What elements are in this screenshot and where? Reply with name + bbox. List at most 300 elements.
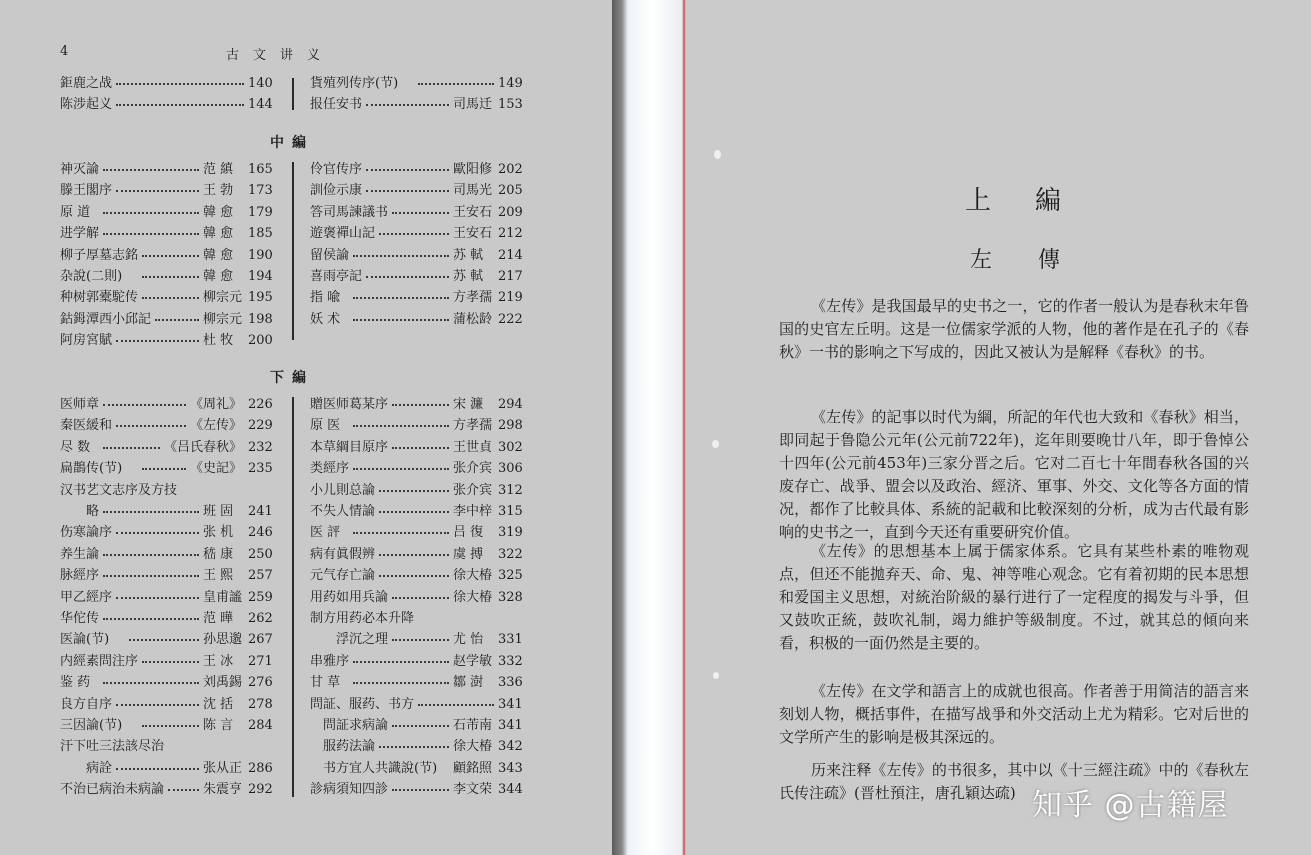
toc-entry-author: 刘禹錫 <box>203 675 243 691</box>
toc-entry-title: 不失人情論 <box>310 504 376 519</box>
toc-entry <box>60 331 274 351</box>
toc-entry-page: 217 <box>498 269 523 284</box>
toc-entry-author: 班 固 <box>203 504 234 519</box>
toc-entry-title: 脉經序 <box>60 568 100 584</box>
toc-entry-title: 鉅鹿之战 <box>60 76 113 91</box>
volume-title: 上編 <box>965 186 1106 216</box>
toc-entry-author: 宋 濂 <box>453 397 484 412</box>
toc-entry-page: 214 <box>498 247 523 263</box>
toc-entry-title: 元气存亡論 <box>310 568 376 584</box>
toc-entry-author: 王 熙 <box>203 568 234 584</box>
toc-entry-author: 赵学敏 <box>453 653 493 669</box>
section-heading-mid: 中編 <box>270 135 314 151</box>
toc-entry-title: 汗下吐三法該尽治 <box>60 739 165 755</box>
toc-entry-title: 妖 术 <box>310 311 341 327</box>
toc-entry-page: 179 <box>248 204 273 220</box>
toc-entry-page: 219 <box>498 290 523 306</box>
toc-leader-dots <box>116 597 199 599</box>
toc-entry-title: 服药法論 <box>310 739 376 755</box>
toc-leader-dots <box>353 255 449 257</box>
toc-entry-title: 华佗传 <box>60 611 100 626</box>
toc-entry-author: 王安石 <box>453 226 493 242</box>
toc-entry-page: 165 <box>248 162 273 177</box>
toc-entry <box>60 566 274 586</box>
toc-leader-dots <box>366 169 449 171</box>
toc-entry-title: 扁鵲传(节) <box>60 461 123 477</box>
toc-entry <box>60 160 274 180</box>
toc-entry <box>60 737 274 757</box>
toc-leader-dots <box>379 233 449 235</box>
toc-entry-title: 串雅序 <box>310 653 350 669</box>
toc-entry-page: 286 <box>248 760 273 776</box>
toc-entry-page: 202 <box>498 162 523 177</box>
toc-leader-dots <box>353 532 449 534</box>
toc-entry-page: 336 <box>498 675 523 691</box>
toc-leader-dots <box>155 319 199 321</box>
toc-entry-author: 吕 復 <box>453 525 484 541</box>
toc-entry-author: 司馬迁 <box>453 97 493 113</box>
toc-entry-author: 徐大椿 <box>453 568 493 584</box>
toc-leader-dots <box>103 575 199 577</box>
toc-entry <box>60 224 274 244</box>
column-divider-top <box>292 78 294 110</box>
toc-entry-page: 315 <box>498 504 523 519</box>
toc-entry-page: 342 <box>498 739 523 755</box>
toc-entry-page: 332 <box>498 653 523 669</box>
toc-leader-dots <box>392 639 449 641</box>
toc-entry-author: 王 冰 <box>203 653 234 669</box>
toc-entry-page: 322 <box>498 546 523 562</box>
toc-entry <box>60 695 274 715</box>
toc-entry-title: 报任安书 <box>310 97 363 113</box>
toc-entry-author: 苏 軾 <box>453 269 484 284</box>
toc-entry <box>60 416 274 436</box>
toc-entry-page: 250 <box>248 546 273 562</box>
toc-leader-dots <box>116 340 199 342</box>
chapter-title: 左傳 <box>970 248 1107 273</box>
toc-leader-dots <box>353 319 449 321</box>
toc-entry-author: 张从正 <box>203 760 243 776</box>
paragraph-2: 《左传》的記事以时代为綱，所記的年代也大致和《春秋》相当，即同起于鲁隐公元年(公元前722年)，迄年則要晚廿八年，即于鲁悼公十四年(公元前453年)三家分晋之后。它对二百七十年間春秋各国的兴废存亡、战爭、盟会以及政治、經济、軍事、外交、文化等各方面的情况，都作了比較具体、系統的記載和比較深刻的分析，成为古代最有影响的史书之一，直到今天还有重要研究价值。 <box>779 408 1249 541</box>
toc-entry <box>310 288 524 308</box>
toc-entry-author: 柳宗元 <box>203 311 243 327</box>
toc-entry-title: 类經序 <box>310 461 350 477</box>
toc-leader-dots <box>129 639 199 641</box>
toc-entry-author: 孙思邈 <box>203 632 243 648</box>
toc-entry-author: 方孝孺 <box>453 418 493 434</box>
toc-entry-page: 341 <box>498 718 523 733</box>
toc-entry-title: 病有眞假辨 <box>310 546 376 562</box>
toc-entry-author: 张 机 <box>203 525 234 541</box>
toc-entry-title: 秦医緩和 <box>60 418 113 434</box>
running-title: 古文讲义 <box>226 48 335 63</box>
toc-entry-author: 苏 軾 <box>453 247 484 263</box>
toc-leader-dots <box>379 746 449 748</box>
toc-entry-page: 194 <box>248 269 273 284</box>
toc-entry-author: 张介宾 <box>453 461 493 477</box>
toc-entry-page: 200 <box>248 333 273 349</box>
toc-entry-title: 訓俭示康 <box>310 183 363 199</box>
toc-entry-title: 本草綱目原序 <box>310 439 389 455</box>
toc-entry-author: 韓 愈 <box>203 247 234 263</box>
toc-entry-page: 190 <box>248 247 273 263</box>
toc-leader-dots <box>103 169 199 171</box>
toc-entry-page: 259 <box>248 589 273 605</box>
toc-entry <box>310 395 524 415</box>
toc-entry-title: 书方宜人共識說(节) <box>310 760 438 776</box>
toc-leader-dots <box>142 468 186 470</box>
toc-leader-dots <box>353 661 449 663</box>
toc-entry-title: 医 評 <box>310 525 341 541</box>
toc-leader-dots <box>418 83 494 85</box>
toc-entry-page: 306 <box>498 461 523 477</box>
toc-entry-title: 尽 数 <box>60 439 91 455</box>
toc-entry-title: 内經素問注序 <box>60 653 139 669</box>
toc-leader-dots <box>116 104 244 106</box>
toc-entry-title: 贈医师葛某序 <box>310 397 389 412</box>
toc-leader-dots <box>418 704 494 706</box>
toc-leader-dots <box>366 190 449 192</box>
toc-entry <box>310 181 524 201</box>
toc-entry <box>60 459 274 479</box>
toc-leader-dots <box>103 682 199 684</box>
toc-entry <box>60 652 274 672</box>
toc-entry-page: 278 <box>248 696 273 712</box>
toc-entry <box>310 95 524 115</box>
toc-entry-author: 《周礼》 <box>190 397 243 412</box>
toc-entry-author: 范 縝 <box>203 162 234 177</box>
toc-entry <box>60 438 274 458</box>
toc-leader-dots <box>103 233 199 235</box>
toc-leader-dots <box>103 511 199 513</box>
toc-entry <box>310 545 524 565</box>
toc-leader-dots <box>353 297 449 299</box>
toc-entry <box>310 416 524 436</box>
toc-entry <box>60 481 274 501</box>
toc-entry-author: 方孝孺 <box>453 290 493 306</box>
toc-entry-title: 养生論 <box>60 546 100 562</box>
toc-leader-dots <box>142 661 199 663</box>
toc-entry-title: 病詮 <box>60 760 113 776</box>
toc-entry-title: 汉书艺文志序及方技 <box>60 482 178 498</box>
toc-entry-page: 212 <box>498 226 523 242</box>
toc-entry-page: 173 <box>248 183 273 199</box>
toc-leader-dots <box>379 490 449 492</box>
section-heading-low: 下編 <box>270 370 314 386</box>
toc-leader-dots <box>366 104 449 106</box>
toc-entry-title: 滕王閣序 <box>60 183 113 199</box>
toc-entry <box>310 780 524 800</box>
toc-entry-title: 医师章 <box>60 397 100 412</box>
toc-entry-page: 153 <box>498 97 523 113</box>
toc-entry-title: 制方用药必本升降 <box>310 611 415 626</box>
toc-leader-dots <box>392 597 449 599</box>
toc-entry <box>60 395 274 415</box>
toc-entry-title: 阿房宮賦 <box>60 333 113 349</box>
toc-leader-dots <box>116 190 199 192</box>
toc-entry-page: 246 <box>248 525 273 541</box>
toc-leader-dots <box>392 212 449 214</box>
toc-entry-page: 271 <box>248 653 273 669</box>
toc-entry <box>60 759 274 779</box>
toc-entry-page: 149 <box>498 76 523 91</box>
toc-entry-title: 良方自序 <box>60 696 113 712</box>
toc-entry <box>60 502 274 522</box>
paper-speck <box>713 672 719 679</box>
toc-entry-page: 341 <box>498 696 523 712</box>
toc-leader-dots <box>366 276 449 278</box>
toc-entry-title: 陈涉起义 <box>60 97 113 113</box>
toc-entry <box>60 673 274 693</box>
toc-entry-title: 指 喩 <box>310 290 341 306</box>
toc-entry-author: 柳宗元 <box>203 290 243 306</box>
toc-entry-author: 《左传》 <box>190 418 243 434</box>
toc-entry-title: 喜雨亭記 <box>310 269 363 284</box>
toc-leader-dots <box>116 704 199 706</box>
toc-entry-author: 李中梓 <box>453 504 493 519</box>
toc-entry <box>310 438 524 458</box>
toc-entry-page: 319 <box>498 525 523 541</box>
toc-entry-title: 进学解 <box>60 226 100 242</box>
toc-entry-page: 344 <box>498 782 523 798</box>
paragraph-4: 《左传》在文学和語言上的成就也很高。作者善于用简洁的語言来刻划人物，概括事件，在描写战爭和外交活动上尤为精彩。它对后世的文学所产生的影响是极其深远的。 <box>779 682 1249 746</box>
toc-entry-title: 問証求病論 <box>310 718 389 733</box>
toc-entry <box>60 246 274 266</box>
toc-entry-page: 284 <box>248 718 273 733</box>
toc-entry-title: 答司馬諫議书 <box>310 204 389 220</box>
toc-entry-title: 原 医 <box>310 418 341 434</box>
toc-entry-page: 294 <box>498 397 523 412</box>
toc-entry <box>310 716 524 736</box>
toc-entry-title: 伤寒論序 <box>60 525 113 541</box>
toc-entry-page: 198 <box>248 311 273 327</box>
toc-entry <box>310 630 524 650</box>
toc-leader-dots <box>379 575 449 577</box>
toc-entry <box>60 95 274 115</box>
toc-entry-author: 陈 言 <box>203 718 234 733</box>
toc-entry <box>310 759 524 779</box>
toc-entry-author: 韓 愈 <box>203 226 234 242</box>
toc-entry-author: 顧銘照 <box>453 760 493 776</box>
toc-leader-dots <box>103 404 186 406</box>
toc-entry-page: 343 <box>498 760 523 776</box>
toc-entry-page: 185 <box>248 226 273 242</box>
toc-entry-title: 不治已病治未病論 <box>60 782 165 798</box>
toc-entry <box>60 288 274 308</box>
toc-entry-author: 鄒 澍 <box>453 675 484 691</box>
toc-entry-page: 276 <box>248 675 273 691</box>
toc-entry <box>310 737 524 757</box>
column-divider-low <box>292 397 294 797</box>
toc-entry-title: 神灭論 <box>60 162 100 177</box>
toc-entry-author: 蒲松龄 <box>453 311 493 327</box>
toc-entry-page: 144 <box>248 97 273 113</box>
toc-entry-title: 略 <box>60 504 100 519</box>
toc-entry-author: 歐阳修 <box>453 162 493 177</box>
paragraph-3: 《左传》的思想基本上属于儒家体系。它具有某些朴素的唯物观点，但还不能拋弃天、命、鬼、神等唯心观念。它有着初期的民本思想和爱国主义思想，对統治阶級的暴行进行了一定程度的揭发与斗爭，但又鼓吹正統，鼓吹礼制，竭力維护等級制度。不过，就其总的傾向来看，积极的一面仍然是主要的。 <box>779 542 1249 652</box>
toc-entry-author: 沈 括 <box>203 696 234 712</box>
toc-leader-dots <box>142 725 199 727</box>
toc-entry <box>310 310 524 330</box>
toc-leader-dots <box>168 789 199 791</box>
toc-entry-author: 朱震亨 <box>203 782 243 798</box>
toc-entry-title: 用药如用兵論 <box>310 589 389 605</box>
toc-leader-dots <box>353 468 449 470</box>
toc-leader-dots <box>103 212 199 214</box>
toc-entry-title: 留侯論 <box>310 247 350 263</box>
toc-entry-page: 241 <box>248 504 273 519</box>
toc-entry-author: 皇甫謐 <box>203 589 243 605</box>
toc-entry <box>310 695 524 715</box>
page-number: 4 <box>60 44 69 59</box>
toc-entry <box>60 74 274 94</box>
toc-entry-title: 伶官传序 <box>310 162 363 177</box>
toc-leader-dots <box>103 554 199 556</box>
toc-entry-page: 209 <box>498 204 523 220</box>
toc-entry-title: 浮沉之理 <box>310 632 389 648</box>
book-gutter <box>612 0 686 855</box>
toc-leader-dots <box>392 789 449 791</box>
toc-entry <box>60 609 274 629</box>
toc-entry-author: 王安石 <box>453 204 493 220</box>
toc-entry-author: 王 勃 <box>203 183 234 199</box>
toc-entry-author: 范 曄 <box>203 611 234 626</box>
toc-leader-dots <box>392 404 449 406</box>
toc-leader-dots <box>392 447 449 449</box>
toc-entry-page: 267 <box>248 632 273 648</box>
toc-leader-dots <box>353 425 449 427</box>
toc-entry <box>310 246 524 266</box>
column-divider-mid <box>292 162 294 340</box>
toc-leader-dots <box>116 425 186 427</box>
toc-entry <box>310 523 524 543</box>
toc-entry <box>60 181 274 201</box>
paragraph-5: 历来注释《左传》的书很多，其中以《十三經注疏》中的《春秋左氏传注疏》(晋杜預注，唐孔穎达疏) <box>779 761 1249 802</box>
toc-entry-title: 原 道 <box>60 204 91 220</box>
toc-entry-page: 328 <box>498 589 523 605</box>
toc-entry-author: 韓 愈 <box>203 204 234 220</box>
toc-entry-title: 种树郭橐駝传 <box>60 290 139 306</box>
toc-entry <box>310 609 524 629</box>
toc-entry-title: 小儿則总論 <box>310 482 376 498</box>
toc-entry <box>60 203 274 223</box>
toc-entry <box>310 203 524 223</box>
toc-entry-author: 虞 搏 <box>453 546 484 562</box>
toc-entry-page: 298 <box>498 418 523 434</box>
toc-entry-author: 《吕氏春秋》 <box>164 439 243 455</box>
toc-entry-author: 嵇 康 <box>203 546 234 562</box>
toc-entry-page: 312 <box>498 482 523 498</box>
toc-entry <box>310 267 524 287</box>
toc-leader-dots <box>103 447 160 449</box>
toc-leader-dots <box>379 554 449 556</box>
toc-entry-author: 《史記》 <box>190 461 243 477</box>
toc-leader-dots <box>142 297 199 299</box>
toc-entry <box>60 545 274 565</box>
toc-entry <box>310 566 524 586</box>
watermark: 知乎 @古籍屋 <box>1032 788 1229 823</box>
toc-entry-author: 徐大椿 <box>453 739 493 755</box>
paper-speck <box>712 440 719 448</box>
toc-entry <box>60 630 274 650</box>
toc-entry <box>60 588 274 608</box>
toc-entry-page: 226 <box>248 397 273 412</box>
toc-entry-author: 徐大椿 <box>453 589 493 605</box>
toc-entry-page: 222 <box>498 311 523 327</box>
toc-entry-title: 柳子厚墓志銘 <box>60 247 139 263</box>
toc-entry <box>310 481 524 501</box>
toc-entry <box>60 780 274 800</box>
toc-entry-page: 229 <box>248 418 273 434</box>
toc-entry-author: 司馬光 <box>453 183 493 199</box>
toc-leader-dots <box>116 532 199 534</box>
paper-speck <box>714 150 721 159</box>
toc-entry-author: 杜 牧 <box>203 333 234 349</box>
toc-entry-author: 尤 怡 <box>453 632 484 648</box>
toc-entry-page: 235 <box>248 461 273 477</box>
toc-entry <box>310 673 524 693</box>
toc-entry <box>310 459 524 479</box>
toc-entry-title: 医論(节) <box>60 632 110 648</box>
toc-leader-dots <box>392 725 449 727</box>
toc-entry-page: 262 <box>248 611 273 626</box>
toc-entry-page: 205 <box>498 183 523 199</box>
toc-entry-author: 石芾南 <box>453 718 493 733</box>
toc-entry-title: 鉴 药 <box>60 675 91 691</box>
toc-entry <box>60 716 274 736</box>
toc-entry <box>310 502 524 522</box>
toc-entry-page: 195 <box>248 290 273 306</box>
toc-leader-dots <box>142 255 199 257</box>
toc-entry-title: 鈷鉧潭西小邱記 <box>60 311 152 327</box>
toc-leader-dots <box>353 682 449 684</box>
toc-leader-dots <box>103 618 199 620</box>
toc-entry-author: 李文荣 <box>453 782 493 798</box>
toc-entry-author: 韓 愈 <box>203 269 234 284</box>
paragraph-1: 《左传》是我国最早的史书之一，它的作者一般认为是春秋末年鲁国的史官左丘明。这是一位儒家学派的人物，他的著作是在孔子的《春秋》一书的影响之下写成的，因此又被认为是解释《春秋》的书。 <box>779 297 1249 361</box>
toc-entry <box>310 652 524 672</box>
toc-entry-title: 甘 草 <box>310 675 341 691</box>
toc-leader-dots <box>142 276 199 278</box>
toc-entry <box>310 588 524 608</box>
toc-entry <box>60 310 274 330</box>
toc-entry-page: 331 <box>498 632 523 648</box>
toc-entry-page: 257 <box>248 568 273 584</box>
toc-entry-title: 診病須知四診 <box>310 782 389 798</box>
toc-entry <box>60 267 274 287</box>
toc-entry-page: 232 <box>248 439 273 455</box>
toc-entry-title: 甲乙經序 <box>60 589 113 605</box>
toc-entry <box>310 74 524 94</box>
toc-leader-dots <box>379 511 449 513</box>
toc-entry <box>310 224 524 244</box>
left-page <box>0 0 612 855</box>
toc-entry-title: 遊褒禪山記 <box>310 226 376 242</box>
toc-entry-author: 张介宾 <box>453 482 493 498</box>
toc-entry-author: 王世貞 <box>453 439 493 455</box>
toc-entry-title: 三因論(节) <box>60 718 123 733</box>
toc-leader-dots <box>116 83 244 85</box>
toc-entry-page: 302 <box>498 439 523 455</box>
toc-entry-page: 292 <box>248 782 273 798</box>
toc-leader-dots <box>116 768 199 770</box>
toc-entry-title: 杂說(二則) <box>60 269 123 284</box>
toc-entry-page: 140 <box>248 76 273 91</box>
toc-entry <box>60 523 274 543</box>
toc-entry-title: 貨殖列传序(节) <box>310 76 399 91</box>
toc-entry <box>310 160 524 180</box>
toc-entry-title: 問証、服药、书方 <box>310 696 415 712</box>
